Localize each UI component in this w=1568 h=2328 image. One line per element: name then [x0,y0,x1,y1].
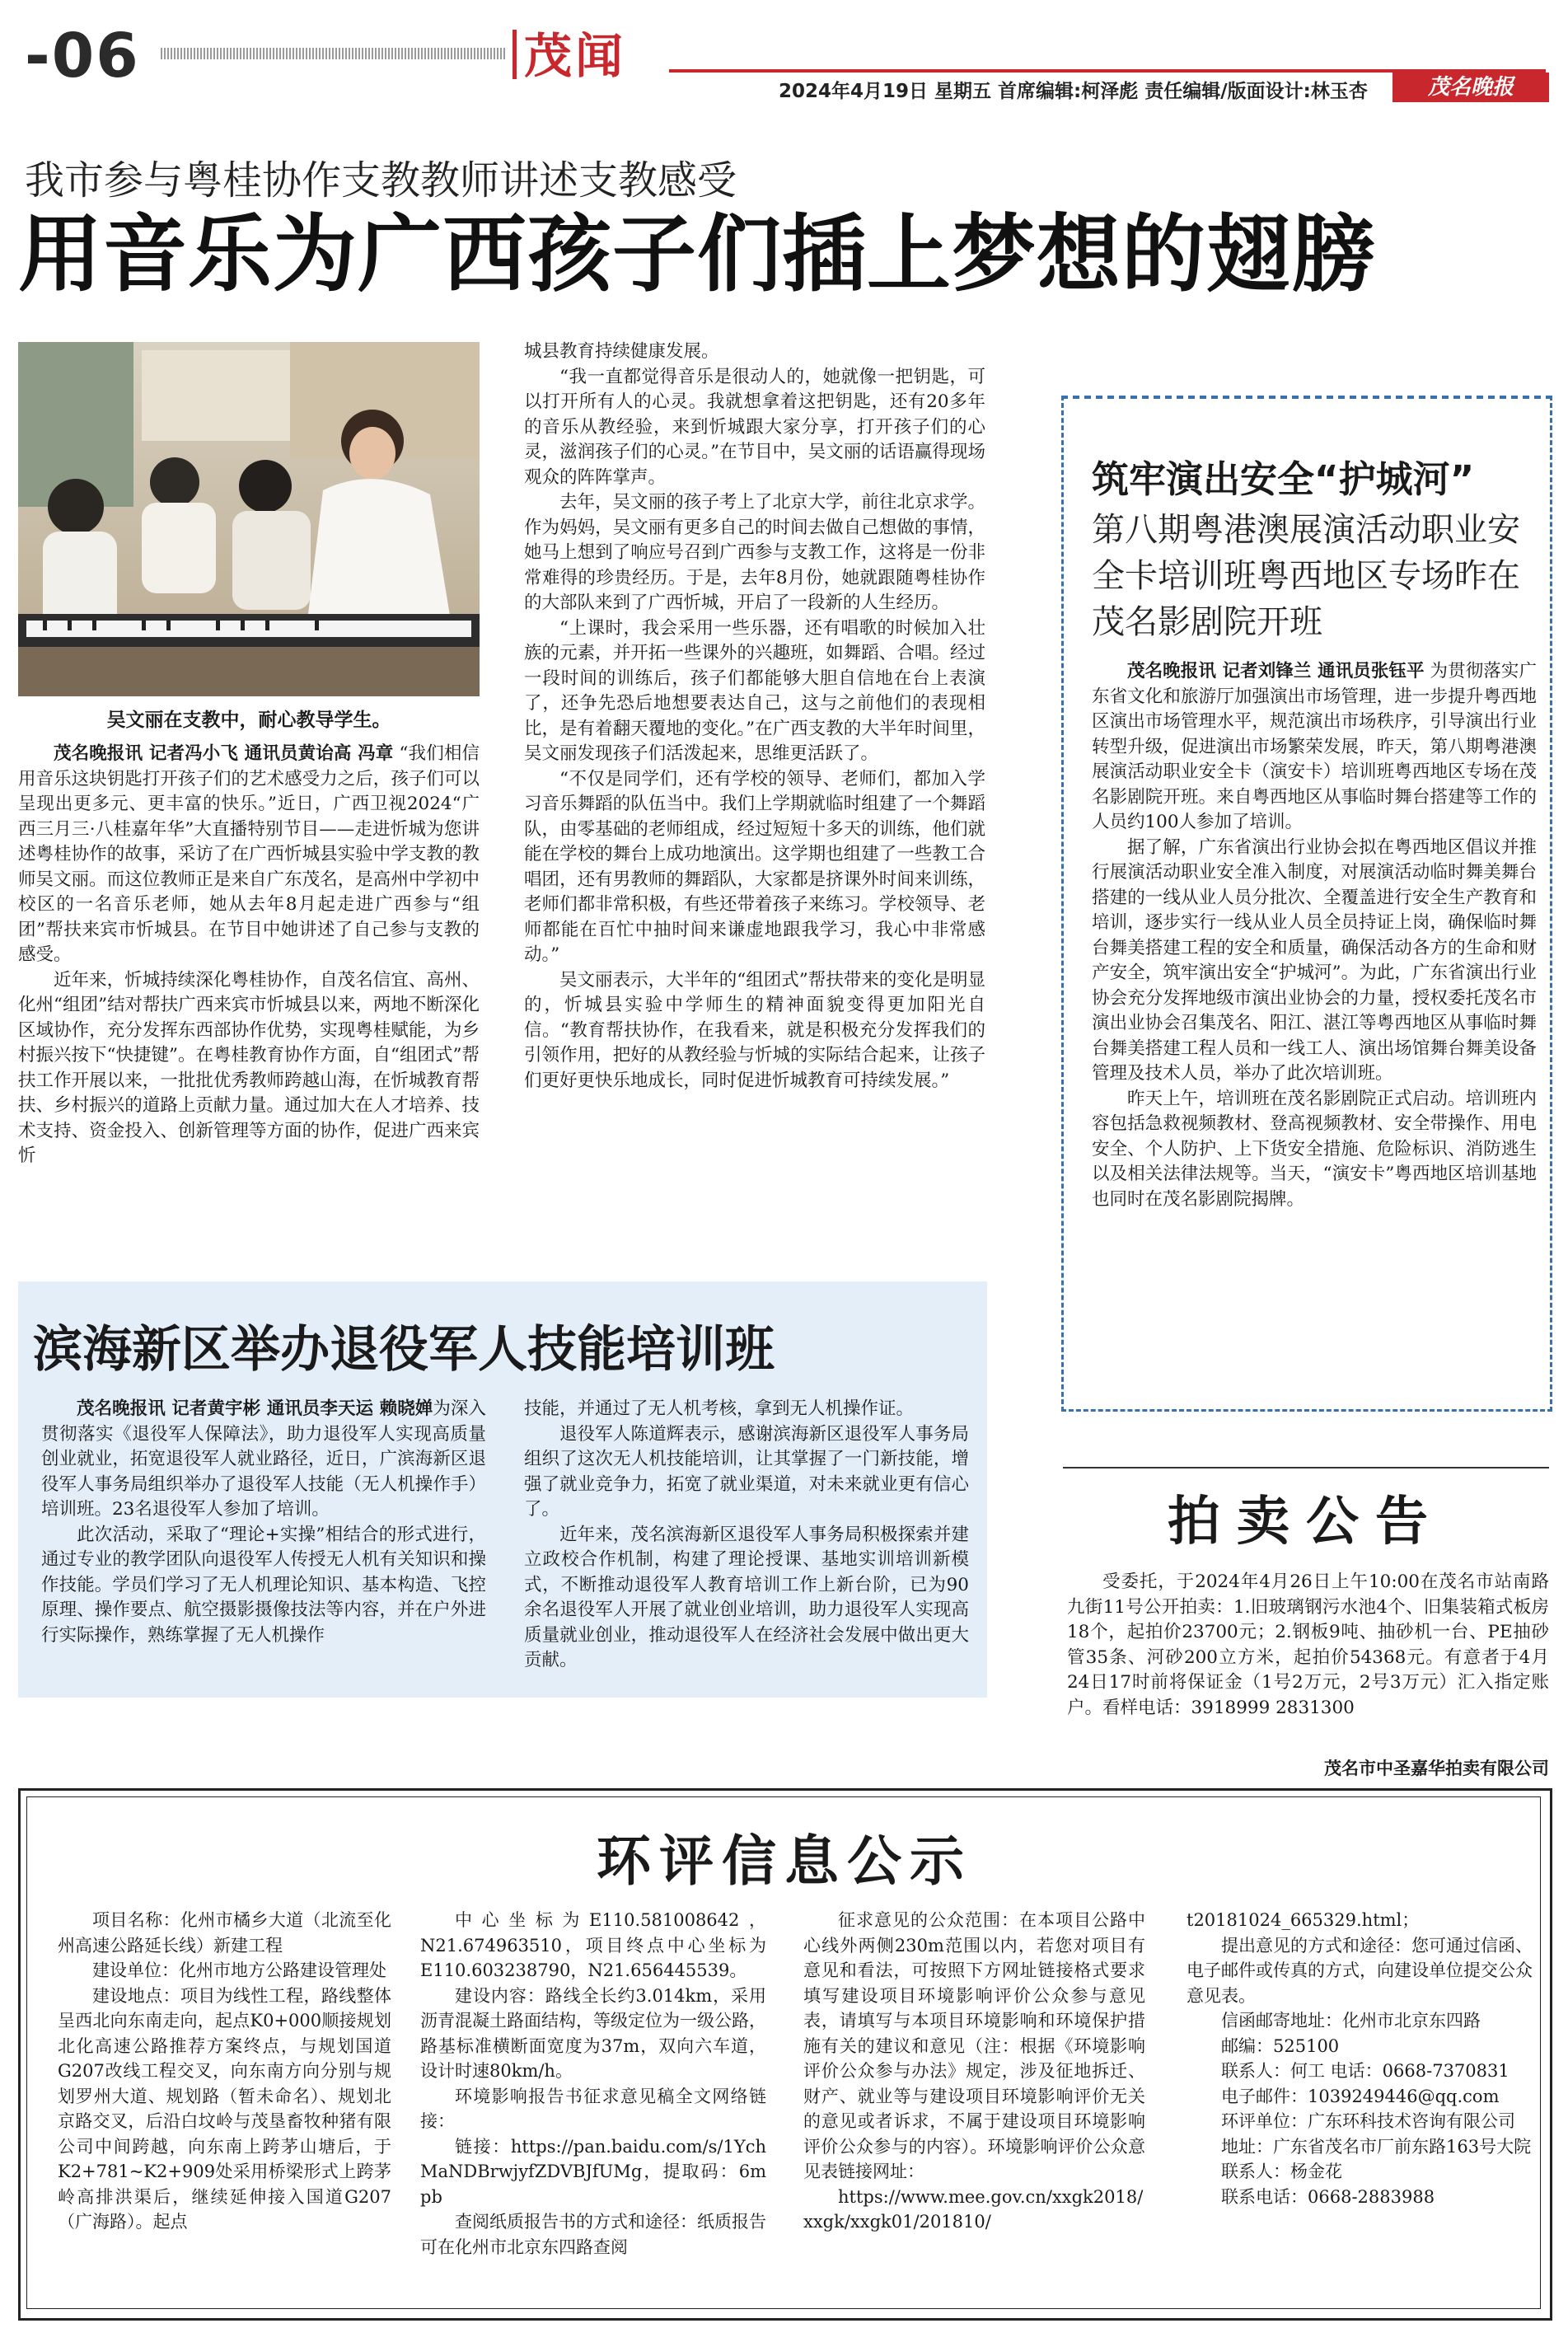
env-paragraph: 建设单位：化州市地方公路建设管理处 [92,1960,386,1980]
lead-paragraph-text: “我们相信用音乐这块钥匙打开孩子们的艺术感受力之后，孩子们可以呈现出更多元、更丰富的快乐。”近日，广西卫视2024“广西三月三·八桂嘉年华”大直播特别节目——走进忻城为您讲述粤桂协作的故事，采访了在广西忻城县实验中学支教的教师吴文丽。而这位教师正是来自广东茂名，是高州中学初中校区的一名音乐老师，她从去年8月起走进广西参与“组团”帮扶来宾市忻城县。在节目中她讲述了自己参与支教的感受。 [18,743,480,965]
page-number: -06 [25,21,140,91]
safety-paragraph: 昨天上午，培训班在茂名影剧院正式启动。培训班内容包括急救视频教材、登高视频教材、安全带操作、用电安全、个人防护、上下货安全措施、危险标识、消防逃生以及相关法律法规等。当天，“演安卡”粤西地区培训基地也同时在茂名影剧院揭牌。 [1092,1088,1537,1210]
safety-paragraph-text: 为贯彻落实广东省文化和旅游厅加强演出市场管理，进一步提升粤西地区演出市场管理水平，规范演出市场秩序，引导演出行业转型升级，促进演出市场繁荣发展，昨天，第八期粤港澳展演活动职业安全卡（演安卡）培训班粤西地区专场在茂名影剧院开班。来自粤西地区从事临时舞台搭建等工作的人员约100人参加了培训。 [1092,661,1537,832]
env-url-continued[interactable]: t20181024_665329.html； [1187,1910,1420,1930]
env-paragraph: 查阅纸质报告书的方式和途径：纸质报告可在化州市北京东四路查阅 [420,2212,766,2257]
header-rule [161,48,507,59]
env-column-1 [58,1908,391,2235]
auction-rule [1063,1467,1549,1468]
env-paragraph: 建设内容：路线全长约3.014km，采用沥青混凝土路面结构，等级定位为一级公路，路基标准横断面宽度为37m，双向六车道，设计时速80km/h。 [420,1985,766,2081]
veterans-paragraph: 退役军人陈道辉表示，感谢滨海新区退役军人事务局组织了这次无人机技能培训，让其掌握了一门新技能，增强了就业竞争力，拓宽了就业渠道，对未来就业更有信心了。 [524,1423,969,1520]
lead-byline: 茂名晚报讯 记者冯小飞 通讯员黄诒高 冯章 [54,743,394,764]
photo-caption: 吴文丽在支教中，耐心教导学生。 [106,710,391,731]
lead-paragraph: 城县教育持续健康发展。 [524,341,719,362]
env-paragraph: 链接：https://pan.baidu.com/s/1YchMaNDBrwjyfZDVBJfUMg，提取码：6mpb [420,2136,766,2207]
env-url[interactable]: https://www.mee.gov.cn/xxgk2018/xxgk/xxgk01/201810/ [803,2186,1144,2232]
lead-kicker: 我市参与粤桂协作支教教师讲述支教感受 [25,157,737,204]
env-paragraph: 建设地点：项目为线性工程，路线整体呈西北向东南走向，起点K0+000顺接规划北化高速公路推荐方案终点，与规划国道G207改线工程交叉，向东南方向分别与规划罗州大道、规划路（暂未命名）、规划北京路交叉，后沿白坟岭与茂垦畜牧种猪有限公司中间跨越，向东南上跨茅山塘后，于K2+781~K2+909处采用桥梁形式上跨茅岭高排洪渠后，继续延伸接入国道G207（广海路）。起点 [58,1985,391,2232]
env-paragraph: 联系人：杨金花 [1221,2162,1342,2181]
env-paragraph: 环评单位：广东环科技术咨询有限公司 [1221,2111,1515,2131]
env-paragraph: 项目名称：化州市橘乡大道（北流至化州高速公路延长线）新建工程 [58,1910,391,1956]
env-paragraph: 地址：广东省茂名市厂前东路163号大院 [1221,2136,1532,2157]
lead-paragraph: “我一直都觉得音乐是很动人的，她就像一把钥匙，可以打开所有人的心灵。我就想拿着这把钥匙，还有20多年的音乐从教经验，来到忻城跟大家分享，打开孩子们的心灵，滋润孩子们的心灵。”在节目中，吴文丽的话语赢得现场观众的阵阵掌声。 [524,366,985,488]
classroom-photo [18,342,480,696]
safety-body [1092,659,1537,1212]
auction-signature: 茂名市中圣嘉华拍卖有限公司 [1324,1759,1549,1778]
env-paragraph: 信函邮寄地址：化州市北京东四路 [1221,2011,1481,2031]
safety-title: 筑牢演出安全“护城河” [1092,457,1475,501]
veterans-paragraph [41,1397,486,1523]
env-column-3 [803,1908,1145,2235]
lead-photo [18,342,480,696]
lead-paragraph: 近年来，忻城持续深化粤桂协作，自茂名信宜、高州、化州“组团”结对帮扶广西来宾市忻城县以来，两地不断深化区域协作，充分发挥东西部协作优势，实现粤桂赋能，为乡村振兴按下“快捷键”。在粤桂教育协作方面，自“组团式”帮扶工作开展以来，一批批优秀教师跨越山海，在忻城教育帮扶、乡村振兴的道路上贡献力量。通过加大在人才培养、技术支持、资金投入、创新管理等方面的协作，促进广西来宾忻 [18,969,480,1166]
veterans-byline: 茂名晚报讯 记者黄宇彬 通讯员李天运 赖晓婵 [77,1398,433,1419]
env-column-4 [1187,1908,1533,2209]
env-paragraph: 联系电话：0668-2883988 [1221,2186,1435,2207]
veterans-paragraph: 技能，并通过了无人机考核，拿到无人机操作证。 [524,1398,915,1419]
safety-paragraph [1092,659,1537,836]
lead-paragraph: “上课时，我会采用一些乐器，还有唱歌的时候加入壮族的元素，并开拓一些课外的兴趣班，如舞蹈、合唱。经过一段时间的训练后，孩子们都能够大胆自信地在台上表演了，还争先恐后地想要表达自己，这与之前他们的表现相比，是有着翻天覆地的变化。”在广西支教的大半年时间里，吴文丽发现孩子们活泼起来，思维更活跃了。 [524,617,985,764]
lead-paragraph: 吴文丽表示，大半年的“组团式”帮扶带来的变化是明显的，忻城县实验中学师生的精神面貌变得更加阳光自信。“教育帮扶协作，在我看来，就是积极充分发挥我们的引领作用，把好的从教经验与忻城的实际结合起来，让孩子们更好更快乐地成长，同时促进忻城教育可持续发展。” [524,969,985,1091]
safety-paragraph: 据了解，广东省演出行业协会拟在粤西地区倡议并推行展演活动职业安全准入制度，对展演活动临时舞美舞台搭建的一线从业人员分批次、全覆盖进行安全生产教育和培训，逐步实行一线从业人员全员持证上岗，确保临时舞台舞美搭建工程的安全和质量，确保活动各方的生命和财产安全，筑牢演出安全“护城河”。为此，广东省演出行业协会充分发挥地级市演出业协会的力量，授权委托茂名市演出业协会召集茂名、阳江、湛江等粤西地区从事临时舞台舞美搭建工程人员和一线工人、演出场馆舞台舞美设备管理及技术人员，举办了此次培训班。 [1092,836,1537,1084]
env-paragraph: 中心坐标为E110.581008642，N21.674963510，项目终点中心坐标为E110.603238790，N21.656445539。 [420,1910,766,1980]
veterans-paragraph-text: 为深入贯彻落实《退役军人保障法》，助力退役军人实现高质量创业就业，拓宽退役军人就业路径，近日，广滨海新区退役军人事务局组织举办了退役军人技能（无人机操作手）培训班。23名退役军人参加了培训。 [41,1398,486,1520]
lead-paragraph [18,742,480,968]
env-paragraph: 征求意见的公众范围：在本项目公路中心线外两侧230m范围以内，若您对项目有意见和看法，可按照下方网址链接格式要求填写建设项目环境影响评价公众参与意见表，请填写与本项目环境影响和环境保护措施有关的建议和意见（注：根据《环境影响评价公众参与办法》规定，涉及征地拆迁、财产、就业等与建设项目环境影响评价无关的意见或者诉求，不属于建设项目环境影响评价公众参与的内容）。环境影响评价公众意见表链接网址： [803,1910,1145,2181]
veterans-column-1 [41,1397,486,1648]
lead-paragraph: 去年，吴文丽的孩子考上了北京大学，前往北京求学。作为妈妈，吴文丽有更多自己的时间去做自己想做的事情，她马上想到了响应号召到广西参与支教工作，这将是一份非常难得的珍贵经历。于是，去年8月份，她就跟随粤桂协作的大部队来到了广西忻城，开启了一段新的人生经历。 [524,492,985,613]
env-title: 环评信息公示 [597,1829,972,1893]
auction-title: 拍卖公告 [1168,1491,1444,1553]
veterans-paragraph: 此次活动，采取了“理论+实操”相结合的形式进行，通过专业的教学团队向退役军人传授无人机有关知识和操作技能。学员们学习了无人机理论知识、基本构造、飞控原理、操作要点、航空摄影摄像技法等内容，并在户外进行实际操作，熟练掌握了无人机操作 [41,1524,486,1646]
lead-headline: 用音乐为广西孩子们插上梦想的翅膀 [18,206,1376,304]
veterans-paragraph: 近年来，茂名滨海新区退役军人事务局积极探索并建立政校合作机制，构建了理论授课、基地实训培训新模式，不断推动退役军人教育培训工作上新台阶，已为90余名退役军人开展了就业创业培训，助力退役军人实现高质量就业创业，推动退役军人在经济社会发展中做出更大贡献。 [524,1524,969,1670]
lead-column-1 [18,742,480,1169]
masthead-logo: 茂名晚报 [1392,73,1549,102]
veterans-title: 滨海新区举办退役军人技能培训班 [33,1321,775,1379]
lead-paragraph: “不仅是同学们，还有学校的领导、老师们，都加入学习音乐舞蹈的队伍当中。我们上学期就临时组建了一个舞蹈队，由零基础的老师组成，经过短短十多天的训练，他们就能在学校的舞台上成功地演出。这学期也组建了一些教工合唱团，还有男教师的舞蹈队，大家都是挤课外时间来训练，老师们都非常积极，有些还带着孩子来练习。学校领导、老师都能在百忙中抽时间来谦虚地跟我学习，我心中非常感动。” [524,768,985,965]
dateline: 2024年4月19日 星期五 首席编辑:柯泽彪 责任编辑/版面设计:林玉杏 [779,81,1368,102]
safety-box-top [1061,396,1552,399]
env-paragraph: 环境影响报告书征求意见稿全文网络链接： [420,2086,766,2131]
safety-subtitle: 第八期粤港澳展演活动职业安全卡培训班粤西地区专场昨在茂名影剧院开班 [1092,511,1520,641]
auction-body [1067,1570,1549,1721]
veterans-column-2 [524,1397,969,1674]
auction-paragraph: 受委托，于2024年4月26日上午10:00在茂名市站南路九街11号公开拍卖：1.旧玻璃钢污水池4个、旧集装箱式板房18个，起拍价23700元；2.钢板9吨、抽砂机一台、PE抽砂管35条、河砂200立方米，起拍价54368元。有意者于4月24日17时前将保证金（1号2万元，2号3万元）汇入指定账户。看样电话：3918999 2831300 [1067,1572,1549,1718]
env-paragraph: 邮编：525100 [1221,2035,1340,2056]
section-label: 茂闻 [524,28,627,84]
section-name [524,26,648,86]
safety-byline: 茂名晚报讯 记者刘锋兰 通讯员张钰平 [1127,661,1425,682]
env-paragraph: 电子邮件：1039249446@qq.com [1221,2086,1500,2106]
lead-column-2 [524,340,985,1094]
env-paragraph: 提出意见的方式和途径：您可通过信函、电子邮件或传真的方式，向建设单位提交公众意见表。 [1187,1935,1533,2006]
env-paragraph: 联系人：何工 电话：0668-7370831 [1221,2061,1509,2081]
section-mark [513,30,527,79]
env-column-2 [420,1908,766,2260]
